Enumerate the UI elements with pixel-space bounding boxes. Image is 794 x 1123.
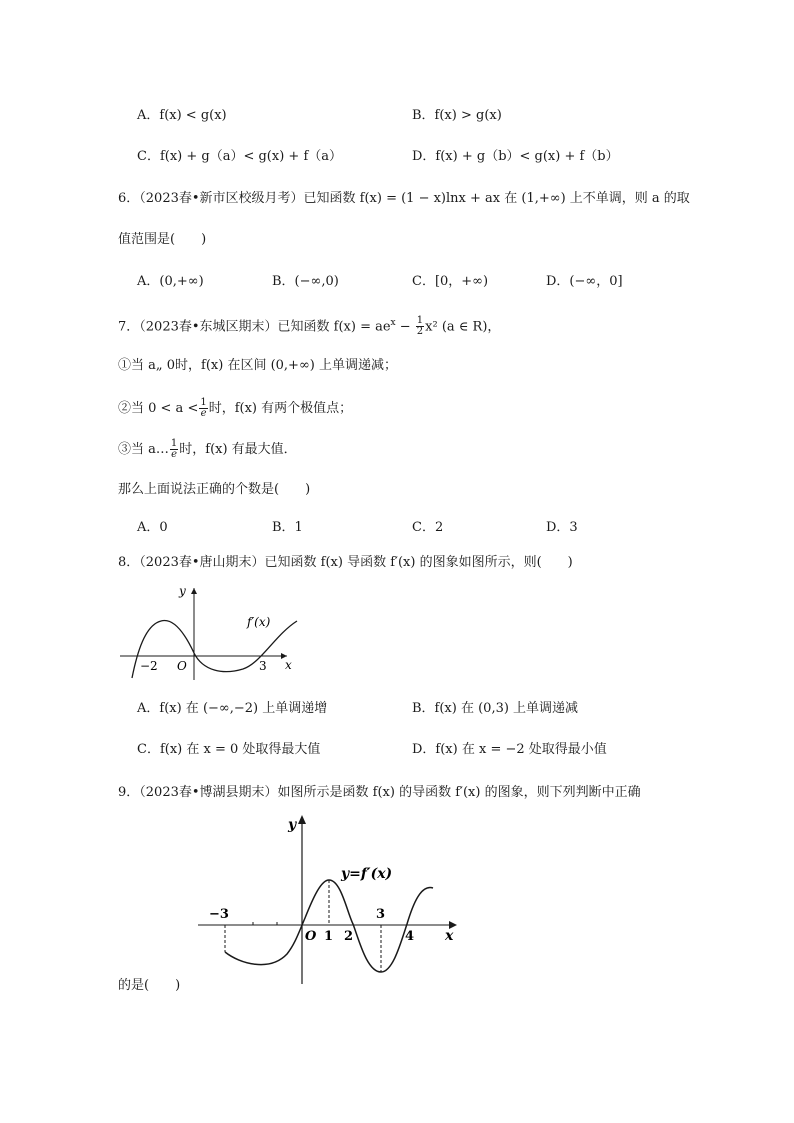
q9-stem-line2: 的是( ) bbox=[118, 978, 181, 993]
q7-s2-prefix: ②当 0 < a < bbox=[118, 401, 199, 416]
q8-y-label: y bbox=[179, 584, 186, 598]
q8-origin-label: O bbox=[177, 659, 187, 673]
q9-tick-neg3: −3 bbox=[209, 907, 229, 922]
q7-s3-suffix: 时，f(x) 有最大值． bbox=[179, 442, 297, 457]
q7-s3-fraction bbox=[170, 439, 178, 460]
q9-tick-4: 4 bbox=[405, 929, 415, 944]
q8-option-a: A．f(x) 在 (−∞,−2) 上单调递增 bbox=[137, 701, 328, 716]
q9-tick-1: 1 bbox=[324, 929, 334, 944]
q7-s2-num: 1 bbox=[200, 397, 207, 408]
q7-statement-3 bbox=[118, 439, 297, 460]
q7-frac-den: 2 bbox=[416, 326, 424, 338]
q9-y-arrow bbox=[298, 815, 306, 824]
q9-tick-3: 3 bbox=[376, 907, 386, 922]
q5-option-a: A．f(x) < g(x) bbox=[137, 108, 227, 123]
q8-tick-3: 3 bbox=[259, 659, 267, 673]
q6-option-a: A．(0,+∞) bbox=[137, 274, 204, 289]
q7-statement-2 bbox=[118, 398, 352, 419]
q7-s3-num: 1 bbox=[170, 438, 178, 449]
q6-option-c: C．[0，+∞) bbox=[412, 274, 489, 289]
q6-stem-line2: 值范围是( ) bbox=[118, 232, 207, 247]
q7-option-b: B．1 bbox=[272, 520, 303, 535]
q8-option-c: C．f(x) 在 x = 0 处取得最大值 bbox=[137, 742, 321, 757]
q9-curve-label: y=f′(x) bbox=[341, 866, 393, 882]
q7-stem-prefix: 7．（2023春•东城区期末）已知函数 f(x) = ae bbox=[118, 319, 391, 335]
q7-stem-fraction bbox=[416, 316, 424, 337]
q7-stem bbox=[118, 314, 500, 337]
q7-option-c: C．2 bbox=[412, 520, 444, 535]
q9-y-label: y bbox=[288, 817, 297, 833]
q8-curve-label: f′(x) bbox=[247, 615, 271, 629]
q5-option-d: D．f(x) + g（b）< g(x) + f（b） bbox=[412, 149, 619, 164]
q7-statement-1: ①当 a„ 0时，f(x) 在区间 (0,+∞) 上单调递减； bbox=[118, 358, 397, 373]
q7-option-d: D．3 bbox=[546, 520, 578, 535]
q8-x-label: x bbox=[285, 658, 292, 672]
q8-stem: 8．（2023春•唐山期末）已知函数 f(x) 导函数 f′(x) 的图象如图所示，则( ) bbox=[118, 555, 573, 570]
q7-stem-suffix: x² (a ∈ R)， bbox=[425, 319, 501, 335]
q9-tick-2: 2 bbox=[344, 929, 354, 944]
q7-frac-num: 1 bbox=[416, 315, 424, 327]
q7-s2-suffix: 时，f(x) 有两个极值点； bbox=[208, 401, 353, 416]
q7-s2-fraction bbox=[199, 398, 207, 419]
q8-graph bbox=[115, 583, 315, 683]
q8-option-d: D．f(x) 在 x = −2 处取得最小值 bbox=[412, 742, 607, 757]
q6-stem-line1: 6．（2023春•新市区校级月考）已知函数 f(x) = (1 − x)lnx + ax 在 (1,+∞) 上不单调，则 a 的取 bbox=[118, 191, 690, 206]
q8-option-b: B．f(x) 在 (0,3) 上单调递减 bbox=[412, 701, 579, 716]
q7-s3-den: e bbox=[171, 449, 178, 460]
q8-tick-neg2: −2 bbox=[140, 659, 158, 673]
q7-option-a: A．0 bbox=[137, 520, 168, 535]
q5-option-c: C．f(x) + g（a）< g(x) + f（a） bbox=[137, 149, 343, 164]
q9-curve bbox=[225, 880, 433, 972]
q7-s2-den: e bbox=[200, 408, 207, 419]
q7-stem-mid: − bbox=[395, 319, 415, 335]
q8-y-arrow bbox=[191, 588, 197, 594]
q5-option-b: B．f(x) > g(x) bbox=[412, 108, 502, 123]
q9-stem-line1: 9．（2023春•博湖县期末）如图所示是函数 f(x) 的导函数 f′(x) 的图象，则下列判断中正确 bbox=[118, 785, 641, 800]
q7-question: 那么上面说法正确的个数是( ) bbox=[118, 482, 311, 497]
q7-s3-prefix: ③当 a… bbox=[118, 442, 169, 457]
q9-x-label: x bbox=[445, 928, 454, 944]
q9-origin-label: O bbox=[305, 929, 317, 944]
q6-option-d: D．(−∞，0] bbox=[546, 274, 623, 289]
q9-graph bbox=[195, 812, 465, 992]
q7-stem-sup: x bbox=[390, 318, 396, 328]
q6-option-b: B．(−∞,0) bbox=[272, 274, 339, 289]
